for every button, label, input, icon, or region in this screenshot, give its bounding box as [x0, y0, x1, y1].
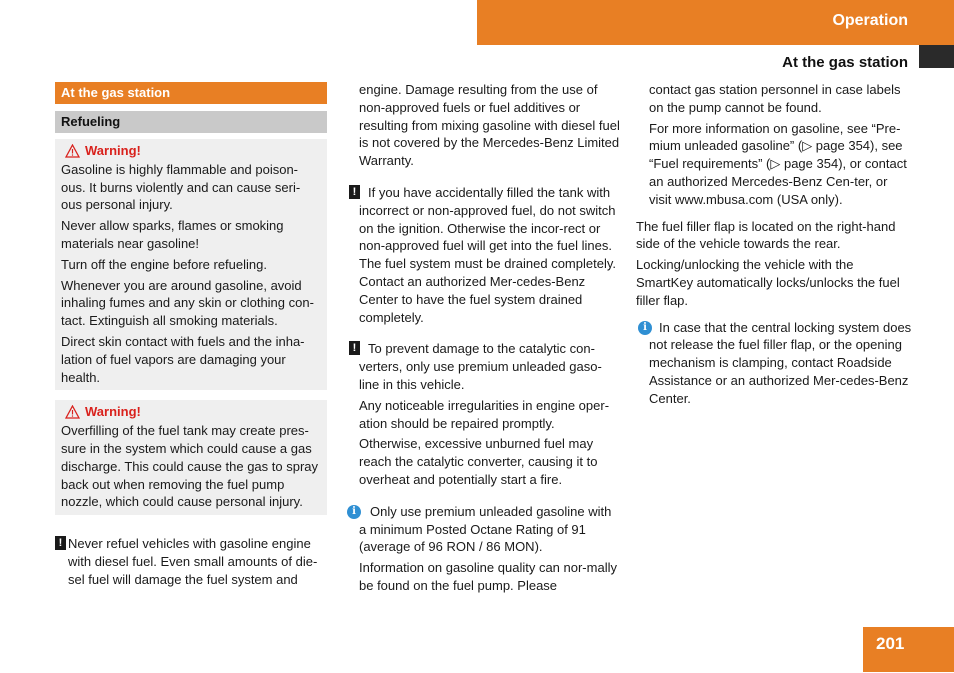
exclamation-icon: !: [349, 341, 360, 355]
note-text: If you have accidentally filled the tank with incorrect or non-approved fuel, do not switch on the ignition. Otherwise the incor-rect or non-approved fuel will get into the fuel lines. The fuel system must be drained completely. Contact an authorized Mer-cedes-Benz Center to have the fuel system drained completely.: [359, 184, 616, 325]
continued-text: For more information on gasoline, see “Pre-mium unleaded gasoline” (▷ page 354), see “Fuel requirements” (▷ page 354), or contact an authorized Mercedes-Benz Cen-ter, or visit www.mbusa.com (USA only).: [649, 120, 907, 207]
warning-box: [55, 400, 327, 515]
warning-triangle-icon: [65, 144, 80, 158]
exclamation-icon: !: [349, 185, 360, 199]
warning-box: [55, 139, 327, 390]
caution-note: [346, 340, 620, 488]
warning-title: Warning!: [85, 143, 141, 158]
body-text: Locking/unlocking the vehicle with the SmartKey automatically locks/unlocks the fuel filler flap.: [636, 257, 900, 308]
warning-text: Gasoline is highly flammable and poison-ous. It burns violently and can cause seri-ous personal injury.: [61, 161, 301, 213]
section-title: At the gas station: [782, 54, 908, 71]
column-2: [346, 81, 620, 595]
continued-text: engine. Damage resulting from the use of non-approved fuels or fuel additives or resulting from mixing gasoline with diesel fuel is not covered by the Mercedes-Benz Limited Warranty.: [359, 82, 620, 169]
warning-text: Turn off the engine before refueling.: [61, 256, 267, 272]
caution-note: [55, 535, 327, 588]
info-icon: i: [347, 505, 361, 519]
info-text: Information on gasoline quality can nor-mally be found on the fuel pump. Please: [359, 560, 617, 593]
warning-text: Direct skin contact with fuels and the inha-lation of fuel vapors are damaging your health.: [61, 333, 305, 385]
chapter-tab-marker: [919, 45, 954, 68]
note-text: Otherwise, excessive unburned fuel may reach the catalytic converter, causing it to overheat and potentially start a fire.: [359, 436, 598, 487]
column-3: [636, 81, 912, 408]
warning-heading: [61, 403, 321, 421]
body-text: The fuel filler flap is located on the right-hand side of the vehicle towards the rear.: [636, 218, 896, 252]
info-note: [346, 503, 620, 595]
chapter-title: Operation: [832, 12, 908, 29]
note-text: Any noticeable irregularities in engine oper-ation should be repaired promptly.: [359, 397, 610, 431]
warning-triangle-icon: [65, 405, 80, 419]
note-text: To prevent damage to the catalytic con-verters, only use premium unleaded gaso-line in this vehicle.: [359, 341, 602, 392]
warning-text: Whenever you are around gasoline, avoid inhaling fumes and any skin or clothing con-tact. Extinguish all smoking materials.: [61, 277, 314, 329]
info-note: [636, 319, 912, 408]
caution-note: [346, 184, 620, 326]
note-text: Never refuel vehicles with gasoline engine with diesel fuel. Even small amounts of die-sel fuel will damage the fuel system and: [68, 536, 318, 587]
info-text: Only use premium unleaded gasoline with a minimum Posted Octane Rating of 91 (average of 96 RON / 86 MON).: [359, 503, 612, 555]
column-1: [55, 82, 327, 589]
info-icon: i: [638, 321, 652, 335]
subsection-heading: Refueling: [55, 111, 327, 133]
warning-heading: [61, 142, 321, 160]
warning-text: Never allow sparks, flames or smoking materials near gasoline!: [61, 218, 284, 251]
continued-text: contact gas station personnel in case labels on the pump cannot be found.: [649, 82, 901, 115]
section-heading: At the gas station: [55, 82, 327, 104]
page-number: 201: [876, 634, 905, 653]
info-text: In case that the central locking system does not release the fuel filler flap, or the opening mechanism is clamping, contact Roadside Assistance or an authorized Mer-cedes-Benz Center.: [649, 319, 912, 406]
warning-title: Warning!: [85, 404, 141, 420]
exclamation-icon: !: [55, 536, 66, 550]
warning-text: Overfilling of the fuel tank may create pres-sure in the system which could cause a gas discharge. This could cause the gas to spray back out when removing the fuel pump nozzle, which could cause personal injury.: [61, 423, 319, 510]
